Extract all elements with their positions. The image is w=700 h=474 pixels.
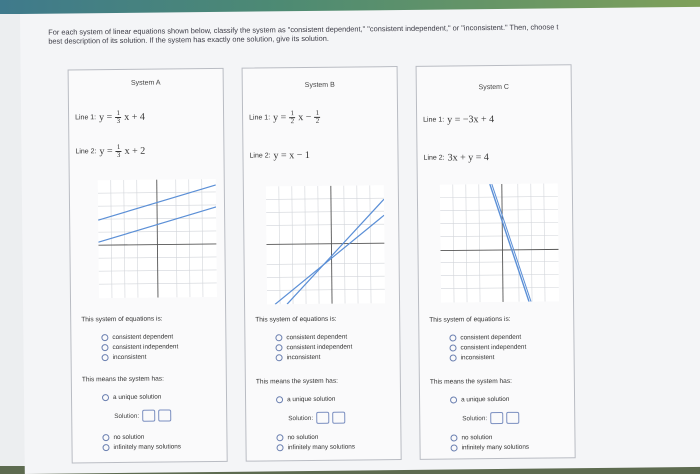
system-a-line-2 xyxy=(75,144,145,160)
option-no-solution[interactable]: no solution xyxy=(450,434,492,441)
radio-icon[interactable] xyxy=(103,444,110,451)
equation-y-eq: y = xyxy=(273,112,287,124)
x-axis xyxy=(266,243,384,244)
option-inconsistent[interactable]: inconsistent xyxy=(102,354,147,361)
classify-prompt: This system of equations is: xyxy=(255,315,337,324)
system-b-line-2 xyxy=(249,150,309,162)
fraction-one-third: $\frac{1}{3}$ xyxy=(116,108,121,125)
radio-icon[interactable] xyxy=(450,396,457,403)
y-axis xyxy=(502,184,503,302)
classify-prompt: This system of equations is: xyxy=(81,315,163,324)
instructions xyxy=(48,21,700,46)
option-no-solution[interactable]: no solution xyxy=(102,434,144,441)
classify-prompt: This system of equations is: xyxy=(429,315,511,324)
solution-input-x[interactable] xyxy=(316,412,329,424)
option-consistent-independent[interactable]: consistent independent xyxy=(101,343,178,351)
equation: y = −3x + 4 xyxy=(447,114,495,126)
line-1-label: Line 1: xyxy=(249,114,271,122)
solution-entry: Solution: xyxy=(462,412,519,425)
radio-icon[interactable] xyxy=(102,354,109,361)
worksheet xyxy=(20,7,700,474)
radio-icon[interactable] xyxy=(275,344,282,351)
option-infinitely-many[interactable]: infinitely many solutions xyxy=(103,443,182,451)
radio-icon[interactable] xyxy=(102,394,109,401)
equation-tail: x + 4 xyxy=(124,111,145,123)
radio-icon[interactable] xyxy=(276,434,283,441)
radio-icon[interactable] xyxy=(276,354,283,361)
option-no-solution[interactable]: no solution xyxy=(276,434,318,441)
system-a-line-1 xyxy=(75,110,145,126)
solution-input-x[interactable] xyxy=(490,412,503,424)
instructions-line-1: For each system of linear equations shown below, classify the system as "consistent dependent," "consistent independent," or "inconsistent." Then, choose t xyxy=(48,22,559,37)
means-prompt: This means the system has: xyxy=(429,377,513,386)
graph-grid xyxy=(266,185,385,304)
means-prompt: This means the system has: xyxy=(81,375,164,384)
graph-grid xyxy=(440,183,559,302)
option-infinitely-many[interactable]: infinitely many solutions xyxy=(451,444,530,452)
radio-icon[interactable] xyxy=(276,396,283,403)
solution-entry: Solution: xyxy=(288,412,345,425)
line-1-plot xyxy=(274,215,385,304)
fraction-one-third: $\frac{1}{3}$ xyxy=(116,142,121,159)
solution-input-y[interactable] xyxy=(506,412,519,424)
instructions-line-2: best description of its solution. If the system has exactly one solution, give its solution. xyxy=(48,33,329,46)
equation-tail: x + 2 xyxy=(124,145,146,157)
system-b-title: System B xyxy=(304,81,335,90)
option-consistent-dependent[interactable]: consistent dependent xyxy=(101,333,173,341)
system-b-panel xyxy=(242,66,402,462)
fraction-one-half: $\frac{1}{2}$ xyxy=(290,109,295,126)
system-c-line-2 xyxy=(423,152,488,164)
equation-mid: x − xyxy=(298,111,312,124)
system-c-graph xyxy=(440,183,559,302)
equation-y-eq: y = xyxy=(99,112,113,124)
solution-entry: Solution: xyxy=(114,409,171,422)
radio-icon[interactable] xyxy=(101,344,108,351)
system-a-panel xyxy=(68,68,228,464)
y-axis xyxy=(157,180,158,298)
line-1-plot xyxy=(490,184,529,302)
option-inconsistent[interactable]: inconsistent xyxy=(276,354,321,361)
means-prompt: This means the system has: xyxy=(255,377,338,386)
option-consistent-independent[interactable]: consistent independent xyxy=(449,344,526,352)
radio-icon[interactable] xyxy=(451,444,458,451)
radio-icon[interactable] xyxy=(450,354,457,361)
radio-icon[interactable] xyxy=(101,334,108,341)
equation: y = x − 1 xyxy=(273,149,310,162)
line-2-plot xyxy=(492,184,531,302)
line-2-label: Line 2: xyxy=(423,154,445,162)
radio-icon[interactable] xyxy=(449,344,456,351)
system-c-line-1 xyxy=(423,114,494,126)
fraction-one-half: $\frac{1}{2}$ xyxy=(315,108,320,125)
radio-icon[interactable] xyxy=(449,334,456,341)
equation: 3x + y = 4 xyxy=(447,152,489,164)
option-consistent-dependent[interactable]: consistent dependent xyxy=(449,334,521,342)
radio-icon[interactable] xyxy=(102,434,109,441)
solution-input-y[interactable] xyxy=(158,409,171,421)
y-axis xyxy=(331,186,332,304)
option-unique-solution[interactable]: a unique solution xyxy=(276,396,335,404)
option-consistent-dependent[interactable]: consistent dependent xyxy=(275,334,347,342)
line-2-label: Line 2: xyxy=(75,148,97,156)
system-c-panel xyxy=(416,64,576,460)
option-consistent-independent[interactable]: consistent independent xyxy=(275,344,352,352)
radio-icon[interactable] xyxy=(450,434,457,441)
line-1-label: Line 1: xyxy=(423,116,445,124)
option-inconsistent[interactable]: inconsistent xyxy=(450,354,495,361)
system-c-title: System C xyxy=(478,83,510,92)
x-axis xyxy=(441,249,559,250)
line-2-plot xyxy=(286,199,385,304)
line-2-label: Line 2: xyxy=(249,152,271,160)
system-b-graph xyxy=(266,185,385,304)
equation-y-eq: y = xyxy=(99,146,113,158)
option-infinitely-many[interactable]: infinitely many solutions xyxy=(277,444,356,452)
option-unique-solution[interactable]: a unique solution xyxy=(450,396,509,404)
system-b-line-1 xyxy=(249,110,320,126)
system-a-graph xyxy=(98,179,217,298)
line-1-label: Line 1: xyxy=(75,114,97,122)
radio-icon[interactable] xyxy=(275,334,282,341)
solution-input-x[interactable] xyxy=(142,410,155,422)
system-a-title: System A xyxy=(130,79,161,87)
radio-icon[interactable] xyxy=(277,444,284,451)
solution-input-y[interactable] xyxy=(332,412,345,424)
option-unique-solution[interactable]: a unique solution xyxy=(102,394,161,402)
